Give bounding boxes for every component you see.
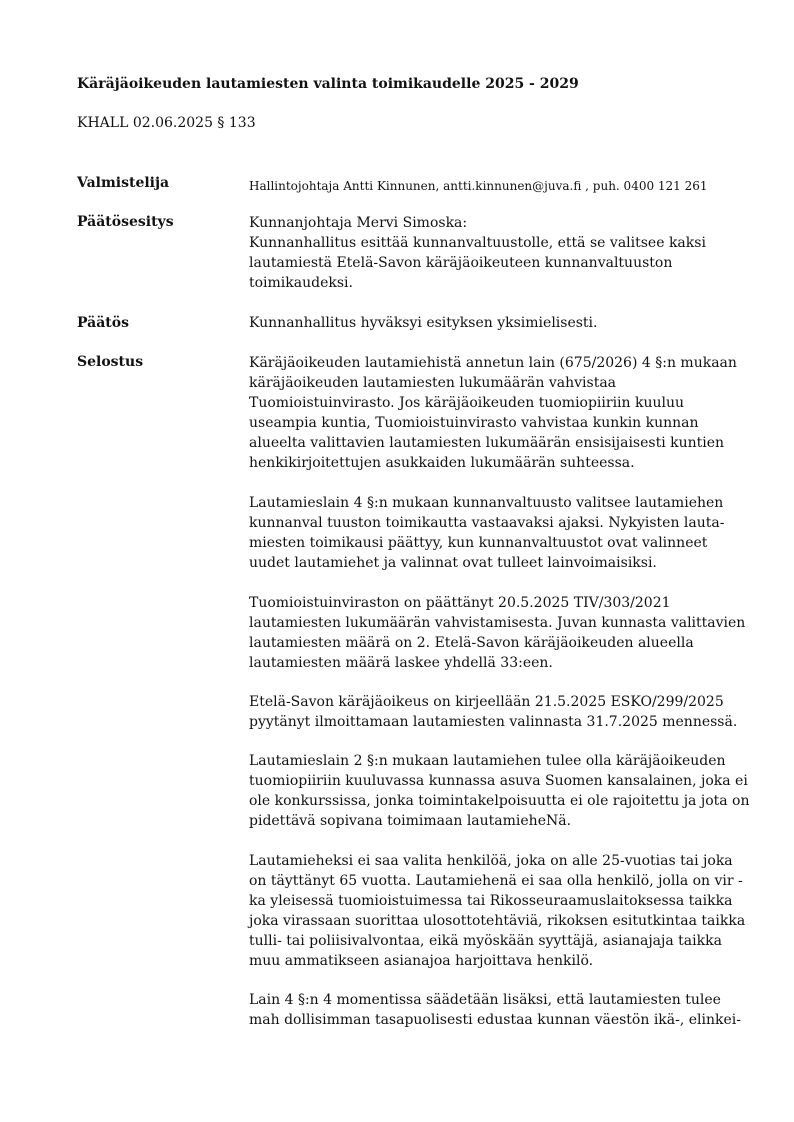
- paragraph-line: Tuomioistuinviraston on päättänyt 20.5.2025 TIV/303/2021: [249, 595, 671, 611]
- proposal-label: Päätösesitys: [77, 214, 174, 230]
- paragraph-line: joka virassaan suorittaa ulosottotehtäviä, rikoksen esitutkintaa taikka: [249, 913, 746, 929]
- proposal-line: Kunnanjohtaja Mervi Simoska:: [249, 215, 468, 231]
- paragraph-line: tuomiopiiriin kuuluvassa kunnassa asuva Suomen kansalainen, joka ei: [249, 773, 748, 789]
- paragraph-line: lautamiesten määrä on 2. Etelä-Savon käräjäoikeuden alueella: [249, 635, 694, 651]
- paragraph-line: mah dollisimman tasapuolisesti edustaa kunnan väestön ikä-, elinkei-: [249, 1012, 741, 1028]
- preparer-label: Valmistelija: [77, 175, 170, 191]
- decision-line: Kunnanhallitus hyväksyi esityksen yksimielisesti.: [249, 315, 598, 331]
- paragraph-line: pidettävä sopivana toimimaan lautamieheNä.: [249, 813, 572, 829]
- explanation-paragraph: [249, 751, 749, 831]
- decision-label: Päätös: [77, 315, 129, 331]
- preparer-text: [249, 176, 749, 196]
- paragraph-line: Lautamieslain 4 §:n mukaan kunnanvaltuusto valitsee lautamiehen: [249, 495, 724, 511]
- explanation-paragraph: [249, 353, 749, 473]
- paragraph-line: Tuomioistuinvirasto. Jos käräjäoikeuden tuomiopiiriin kuuluu: [249, 395, 685, 411]
- paragraph-line: miesten toimikausi päättyy, kun kunnanvaltuustot ovat valinneet: [249, 535, 708, 551]
- paragraph-line: Lautamieslain 2 §:n mukaan lautamiehen tulee olla käräjäoikeuden: [249, 753, 726, 769]
- proposal-text: [249, 213, 749, 293]
- paragraph-line: useampia kuntia, Tuomioistuinvirasto vahvistaa kunkin kunnan: [249, 415, 699, 431]
- paragraph-line: kunnanval tuuston toimikautta vastaavaksi ajaksi. Nykyisten lauta-: [249, 515, 725, 531]
- explanation-paragraph: [249, 990, 749, 1030]
- meeting-reference: KHALL 02.06.2025 § 133: [77, 115, 256, 131]
- paragraph-line: tulli- tai poliisivalvontaa, eikä myöskään syyttäjä, asianajaja taikka: [249, 933, 722, 949]
- paragraph-line: Käräjäoikeuden lautamiehistä annetun lain (675/2026) 4 §:n mukaan: [249, 355, 737, 371]
- paragraph-line: Lautamieheksi ei saa valita henkilöä, joka on alle 25-vuotias tai joka: [249, 853, 733, 869]
- paragraph-line: on täyttänyt 65 vuotta. Lautamiehenä ei saa olla henkilö, jolla on vir -: [249, 873, 743, 889]
- paragraph-line: uudet lautamiehet ja valinnat ovat tulleet lainvoimaisiksi.: [249, 555, 657, 571]
- paragraph-line: lautamiesten määrä laskee yhdellä 33:een.: [249, 655, 553, 671]
- paragraph-line: käräjäoikeuden lautamiesten lukumäärän vahvistaa: [249, 375, 617, 391]
- explanation-paragraph: [249, 493, 749, 573]
- paragraph-line: ka yleisessä tuomioistuimessa tai Rikosseuraamuslaitoksessa taikka: [249, 893, 733, 909]
- explanation-paragraph: [249, 851, 749, 971]
- paragraph-line: pyytänyt ilmoittamaan lautamiesten valinnasta 31.7.2025 mennessä.: [249, 714, 738, 730]
- paragraph-line: Lain 4 §:n 4 momentissa säädetään lisäksi, että lautamiesten tulee: [249, 992, 721, 1008]
- paragraph-line: muu ammatikseen asianajoa harjoittava henkilö.: [249, 953, 594, 969]
- proposal-line: toimikaudeksi.: [249, 275, 353, 291]
- explanation-paragraph: [249, 692, 749, 732]
- document-title: Käräjäoikeuden lautamiesten valinta toimikaudelle 2025 - 2029: [77, 76, 579, 92]
- preparer-line: Hallintojohtaja Antti Kinnunen, antti.kinnunen@juva.fi , puh. 0400 121 261: [249, 179, 708, 193]
- paragraph-line: henkikirjoitettujen asukkaiden lukumäärän suhteessa.: [249, 455, 635, 471]
- proposal-line: lautamiestä Etelä-Savon käräjäoikeuteen kunnanvaltuuston: [249, 255, 673, 271]
- paragraph-line: Etelä-Savon käräjäoikeus on kirjeellään 21.5.2025 ESKO/299/2025: [249, 694, 724, 710]
- paragraph-line: ole konkurssissa, jonka toimintakelpoisuutta ei ole rajoitettu ja jota on: [249, 793, 750, 809]
- paragraph-line: lautamiesten lukumäärän vahvistamisesta. Juvan kunnasta valittavien: [249, 615, 746, 631]
- explanation-label: Selostus: [77, 354, 144, 370]
- proposal-line: Kunnanhallitus esittää kunnanvaltuustolle, että se valitsee kaksi: [249, 235, 706, 251]
- explanation-paragraph: [249, 593, 749, 673]
- decision-text: [249, 313, 749, 333]
- paragraph-line: alueelta valittavien lautamiesten lukumäärän ensisijaisesti kuntien: [249, 435, 725, 451]
